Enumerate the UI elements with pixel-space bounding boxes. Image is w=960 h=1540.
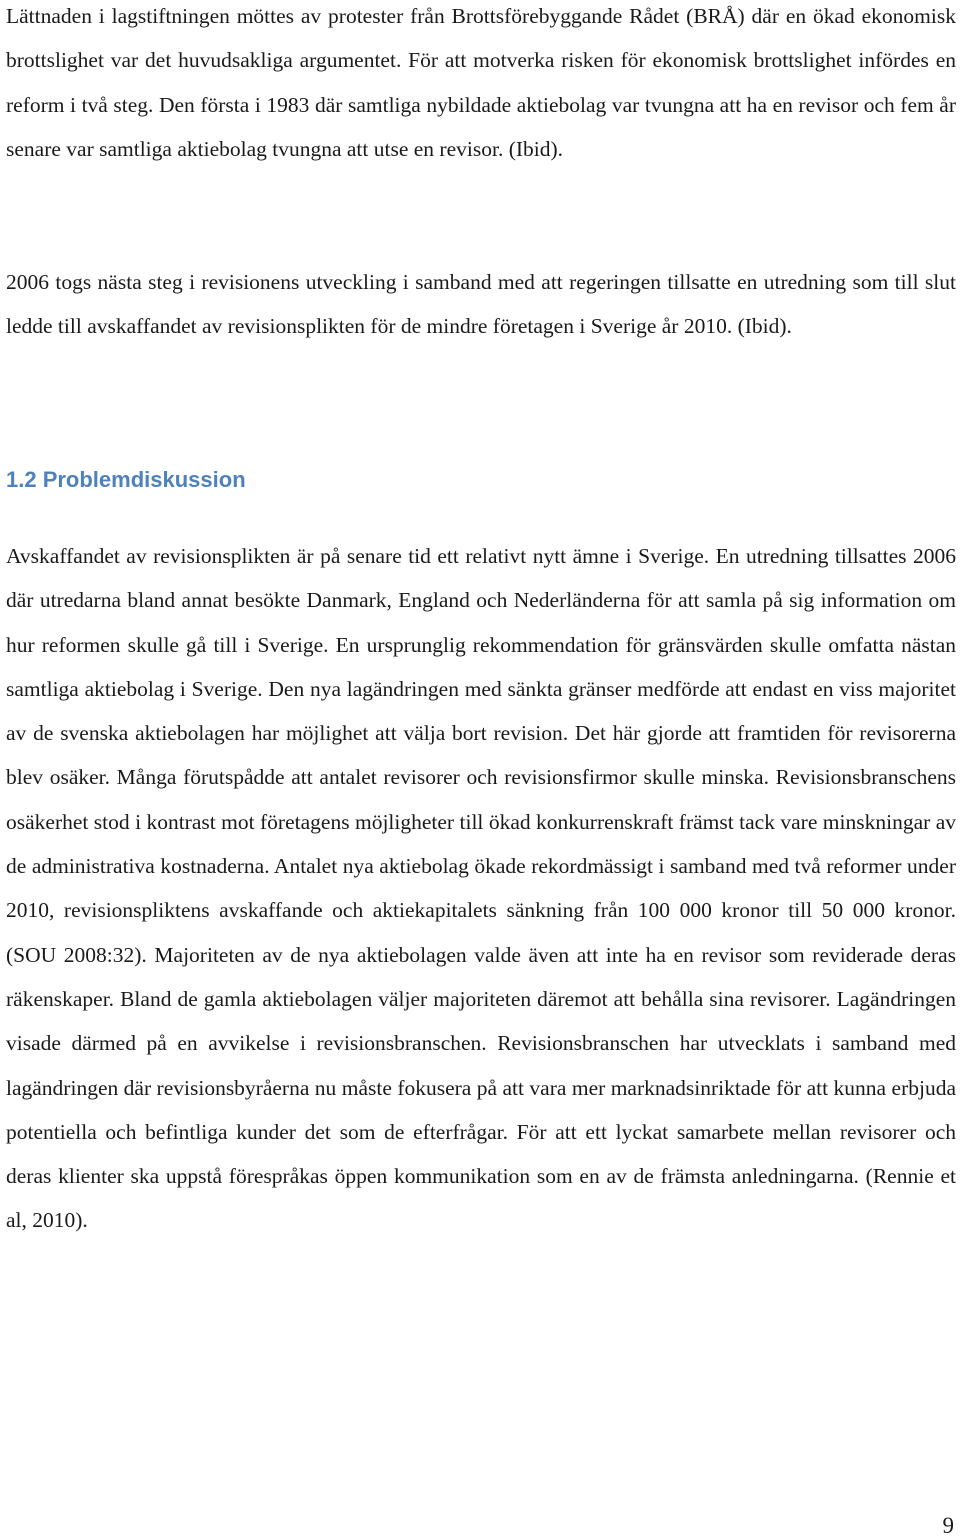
page-number: 9 <box>942 1513 954 1538</box>
paragraph-intro-reform: Lättnaden i lagstiftningen möttes av protester från Brottsförebyggande Rådet (BRÅ) där en ökad ekonomisk brottslighet var det huvudsakliga argumentet. För att motverka risken för ekonomisk brottslighet infördes en reform i två steg. Den första i 1983 där samtliga nybildade aktiebolag var tvungna att ha en revisor och fem år senare var samtliga aktiebolag tvungna att utse en revisor. (Ibid). <box>6 4 956 161</box>
section-heading: 1.2 Problemdiskussion <box>6 467 246 492</box>
paragraph-problem-discussion: Avskaffandet av revisionsplikten är på senare tid ett relativt nytt ämne i Sverige. En utredning tillsattes 2006 där utredarna bland annat besökte Danmark, England och Nederländerna för att samla på sig information om hur reformen skulle gå till i Sverige. En ursprunglig rekommendation för gränsvärden skulle omfatta nästan samtliga aktiebolag i Sverige. Den nya lagändringen med sänkta gränser medförde att endast en viss majoritet av de svenska aktiebolagen har möjlighet att välja bort revision. Det här gjorde att framtiden för revisorerna blev osäker. Många förutspådde att antalet revisorer och revisionsfirmor skulle minska. Revisionsbranschens osäkerhet stod i kontrast mot företagens möjligheter till ökad konkurrenskraft främst tack vare minskningar av de administrativa kostnaderna. Antalet nya aktiebolag ökade rekordmässigt i samband med två reformer under 2010, revisionspliktens avskaffande och aktiekapitalets sänkning från 100 000 kronor till 50 000 kronor. (SOU 2008:32). Majoriteten av de nya aktiebolagen valde även att inte ha en revisor som reviderade deras räkenskaper. Bland de gamla aktiebolagen väljer majoriteten däremot att behålla sina revisorer. Lagändringen visade därmed på en avvikelse i revisionsbranschen. Revisionsbranschen har utvecklats i samband med lagändringen där revisionsbyråerna nu måste fokusera på att vara mer marknadsinriktade för att kunna erbjuda potentiella och befintliga kunder det som de efterfrågar. För att ett lyckat samarbete mellan revisorer och deras klienter ska uppstå förespråkas öppen kommunikation som en av de främsta anledningarna. (Rennie et al, 2010). <box>6 544 956 1233</box>
paragraph-2006-investigation: 2006 togs nästa steg i revisionens utveckling i samband med att regeringen tillsatte en utredning som till slut ledde till avskaffandet av revisionsplikten för de mindre företagen i Sverige år 2010. (Ibid). <box>6 270 956 339</box>
